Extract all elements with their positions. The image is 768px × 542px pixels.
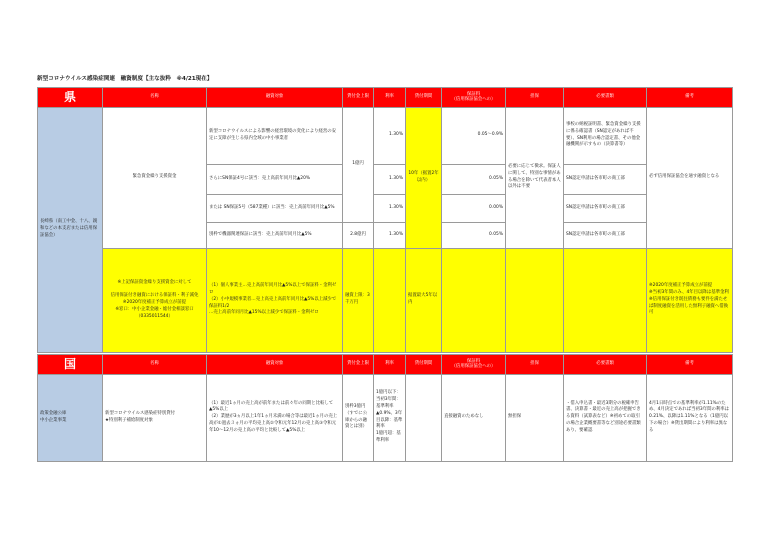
docs-cell: 事校の納税証明書、緊急資金繰り支援に係る確認書（SN認定があれば不要）、SN利用の場合認定書、その他金融機関が示すもの（決算書等） <box>564 107 647 164</box>
collateral-cell: 無担保 <box>506 374 564 461</box>
prefecture-header-row <box>38 88 733 108</box>
header-name: 名称 <box>103 355 207 375</box>
guarantee-cell: 0.05% <box>442 222 506 248</box>
subsidy-collateral-empty <box>506 248 564 352</box>
header-rate: 利率 <box>374 88 406 108</box>
header-period: 貸付期間 <box>406 88 442 108</box>
limit-cell: 2.8億円 <box>343 222 374 248</box>
header-name: 名称 <box>103 88 207 108</box>
subsidy-target: （1）個人事業主…売上高前年同月比▲5%以上で保証料・金利ゼロ （2）小中規模事業者…売上高売上高前年同月比▲5%以上減少で保証料1/2 …売上高前年同月比▲15%以上減少で保証料・金利ゼロ <box>207 248 343 352</box>
national-loan-table <box>37 354 733 462</box>
header-docs: 必要書類 <box>564 88 647 108</box>
remarks-cell: 4月1日時点での基準利率が1.11%のため、4月決定であれば当初3年間の利率は0.21%、以降は1.11%となる（1億円以下の場合）※貸出期間により利率は異なる <box>647 374 733 461</box>
subsidy-row <box>38 248 733 352</box>
header-remarks: 備考 <box>647 355 733 375</box>
subsidy-rate-empty <box>374 248 406 352</box>
docs-cell: ・借入申込書・最近3期分の税確申告書、決算書・最近の売上高が把握できる資料（試算表など）※初めての取引の場合企業概要書等など別途必要書類あり、要確認 <box>564 374 647 461</box>
period-empty <box>406 374 442 461</box>
header-guarantee: 保証料 （信用保証協会への） <box>442 88 506 108</box>
national-header-row <box>38 355 733 375</box>
subsidy-limit: 融資上限：3千万円 <box>343 248 374 352</box>
target-cell: 新型コロナウイルスによる影響の経営環境の変化により経営の安定に支障が生じる県内全域の中小事業者 <box>207 107 343 164</box>
area-cell: 政策金融公庫 中小企業事業 <box>38 374 103 461</box>
guarantee-cell: 0.00% <box>442 194 506 222</box>
target-cell: さらにSN保証4号に該当：売上高前年同月比▲20% <box>207 164 343 194</box>
docs-cell: SN認定申請は各市町の商工部 <box>564 194 647 222</box>
product-name: 緊急資金繰り支援資金 <box>103 107 207 248</box>
docs-cell: SN認定申請は各市町の商工部 <box>564 164 647 194</box>
target-cell: 別枠で機器関連保証に該当：売上高前年同月比▲5% <box>207 222 343 248</box>
document-title: 新型コロナウイルス感染症関連 融資制度【主な抜粋 ※4/21現在】 <box>37 76 213 82</box>
subsidy-docs-empty <box>564 248 647 352</box>
guarantee-cell: 直接融資のためなし <box>442 374 506 461</box>
rate-cell: 1.30% <box>374 164 406 194</box>
subsidy-remarks: ※2020年度補正予算成立が前提 ※当初3年間のみ、4年目以降は基準金利 ※信用保証付き既往債務も要件を満たせば制度融資を活用した無利子融資へ借換可 <box>647 248 733 352</box>
prefecture-label: 県 <box>38 88 103 108</box>
subsidy-guarantee-empty <box>442 248 506 352</box>
rate-cell: 1.30% <box>374 222 406 248</box>
remarks-cell: 必ず信用保証協会を通す融資となる <box>647 107 733 248</box>
docs-cell: SN認定申請は各市町の商工部 <box>564 222 647 248</box>
header-rate: 利率 <box>374 355 406 375</box>
header-docs: 必要書類 <box>564 355 647 375</box>
period-cell: 10年（据置2年以内） <box>406 107 442 248</box>
prefecture-loan-table <box>37 87 733 353</box>
rate-cell: 1億円以下：当初3年間：基準利率▲0.9%、3年目以降：基準利率 1億円超：基準利率 <box>374 374 406 461</box>
national-label: 国 <box>38 355 103 375</box>
subsidy-period: 据置最大5年以内 <box>406 248 442 352</box>
rate-cell: 1.30% <box>374 194 406 222</box>
limit-cell: 別枠3億円（すでに公庫からの融資とは別） <box>343 374 374 461</box>
guarantee-cell: 0.05% <box>442 164 506 194</box>
area-cell: 長崎県（南工中金、十八、親和などの本支店または信用保証協会） <box>38 107 103 352</box>
guarantee-cell: 0.05〜0.9% <box>442 107 506 164</box>
product-name: 新型コロナウイルス感染症特別貸付 ★特別利子補給制度対象 <box>103 374 207 461</box>
header-period: 貸付期間 <box>406 355 442 375</box>
target-cell: （1）最近1ヵ月の売上高が前年または前々年の同期と比較して▲5%以上 （2）業歴が3ヵ月以上1年1ヵ月未満の場合等は最近1ヵ月の売上高が①過去３ヵ月の平均売上高②令和元年12月の売上高③令和元年10〜12月の売上高の平均と比較して▲5%以上 <box>207 374 343 461</box>
header-remarks: 備考 <box>647 88 733 108</box>
table-row <box>38 374 733 461</box>
collateral-cell: 必要に応じて徴求。保証人に関して、特別な事情がある場合を除いて代表者本人以外は不要 <box>506 107 564 248</box>
header-limit: 貸付金上限 <box>343 355 374 375</box>
header-collateral: 担保 <box>506 355 564 375</box>
header-limit: 貸付金上限 <box>343 88 374 108</box>
limit-cell: 1億円 <box>343 107 374 222</box>
header-target: 融資対象 <box>207 88 343 108</box>
target-cell: または SN保証5号（587業種）に該当：売上高前年同月比▲5% <box>207 194 343 222</box>
table-row <box>38 107 733 164</box>
header-collateral: 担保 <box>506 88 564 108</box>
header-target: 融資対象 <box>207 355 343 375</box>
subsidy-product: ※上記保証資金繰り支援資金に対して 信用保証付き融資における保証料・利子減免 ※2020年度補正予算成立が前提 ※窓口：中小企業金融・総付金相談窓口（0335011544） <box>103 248 207 352</box>
header-guarantee: 保証料 （信用保証協会への） <box>442 355 506 375</box>
rate-cell: 1.30% <box>374 107 406 164</box>
